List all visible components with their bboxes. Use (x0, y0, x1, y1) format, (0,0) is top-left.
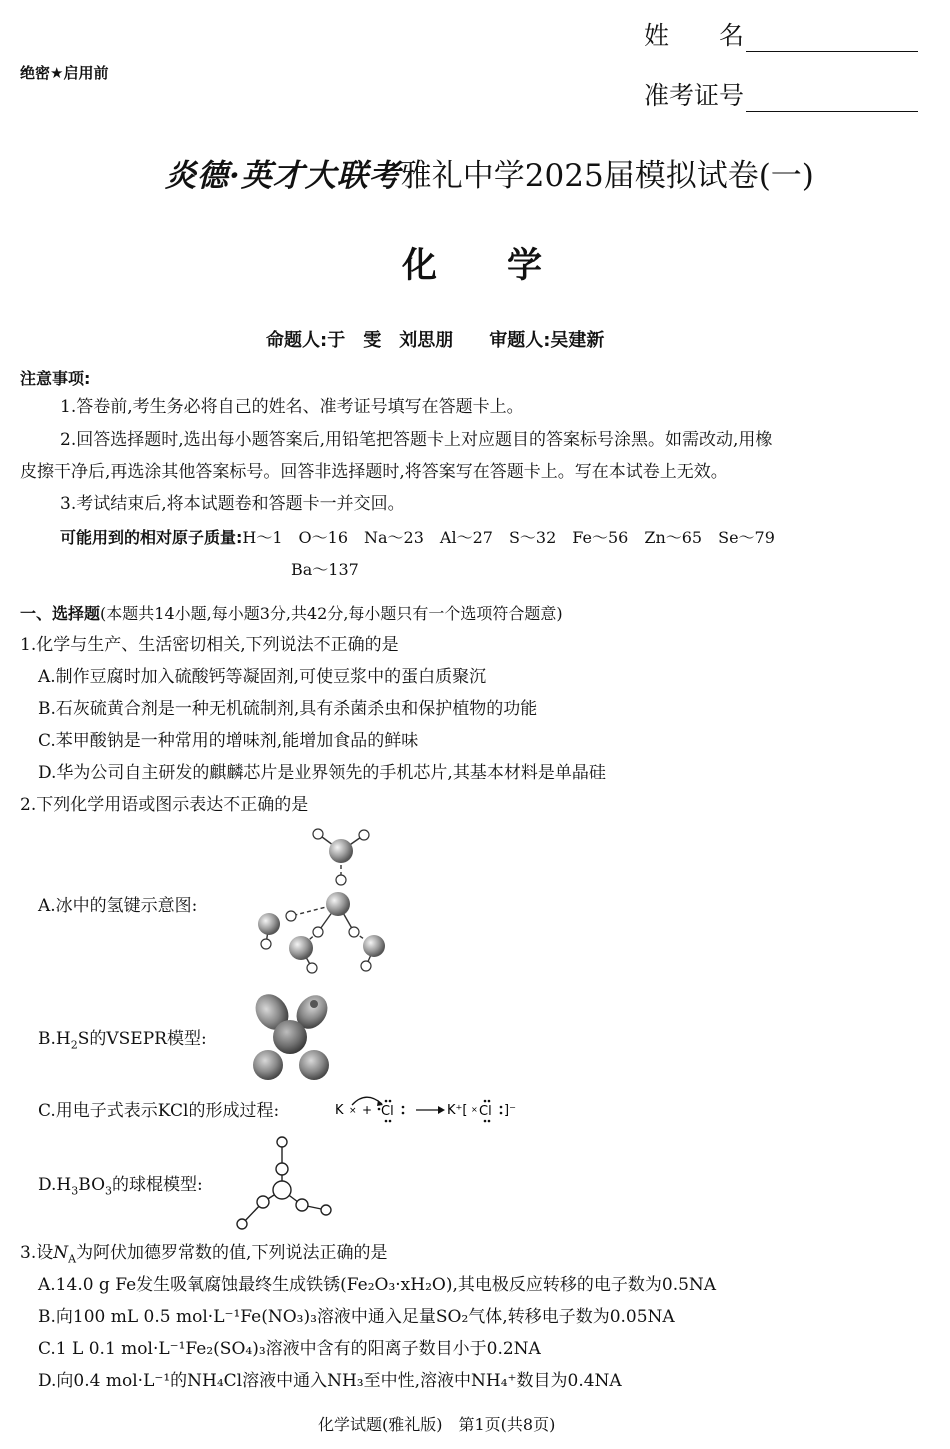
brand-title: 炎德·英才大联考 (165, 158, 401, 194)
q2-b-text-1: B.H (38, 1029, 71, 1049)
q2-option-b (38, 1029, 207, 1055)
exam-number-label: 准考证号 (644, 81, 745, 110)
q2-stem: 2.下列化学用语或图示表达不正确的是 (20, 795, 309, 815)
section-desc: (本题共14小题,每小题3分,共42分,每小题只有一个选项符合题意) (100, 604, 563, 623)
q3-stem-na-sub: A (68, 1252, 77, 1266)
note-2: 2.回答选择题时,选出每小题答案后,用铅笔把答题卡上对应题目的答案标号涂黑。如需改动,用橡 (60, 430, 773, 450)
q3-option-d: D.向0.4 mol·L⁻¹的NH₄Cl溶液中通入NH₃至中性,溶液中NH₄⁺数目为0.4NA (38, 1371, 622, 1391)
k-electron-mark: × (349, 1106, 357, 1116)
name-field[interactable] (644, 16, 918, 52)
kcl-electron-formula (334, 1090, 524, 1128)
reaction-arrow-icon (438, 1106, 445, 1114)
cl-atom-label: Cl (381, 1104, 394, 1119)
q2-option-d (38, 1175, 203, 1201)
note-3: 3.考试结束后,将本试题卷和答题卡一并交回。 (60, 494, 405, 514)
authors-line: 命题人:于 雯 刘思朋 审题人:吴建新 (266, 330, 605, 351)
q2-option-c: C.用电子式表示KCl的形成过程: (38, 1101, 280, 1121)
section-heading (20, 601, 563, 624)
exam-number-field[interactable] (644, 76, 918, 112)
cl-ion-bracket: ]⁻ (504, 1103, 516, 1118)
secret-label: 绝密★启用前 (20, 64, 109, 82)
cl-ion-label: Cl (479, 1104, 492, 1119)
note-2-cont: 皮擦干净后,再选涂其他答案标号。回答非选择题时,将答案写在答题卡上。写在本试卷上无效。 (20, 462, 728, 482)
q1-option-c: C.苯甲酸钠是一种常用的增味剂,能增加食品的鲜味 (38, 731, 419, 751)
q2-d-text-3: 的球棍模型: (112, 1175, 203, 1195)
name-label: 姓 名 (644, 21, 745, 50)
q2-d-text-2: BO (78, 1175, 106, 1195)
atomic-mass-values: H～1 O～16 Na～23 Al～27 S～32 Fe～56 Zn～65 Se～79 (242, 528, 775, 547)
q2-b-text-2: S的VSEPR模型: (77, 1029, 207, 1049)
exam-name: 雅礼中学2025届模拟试卷(一) (400, 158, 814, 194)
q2-option-a: A.冰中的氢键示意图: (38, 896, 198, 916)
q1-option-d: D.华为公司自主研发的麒麟芯片是业界领先的手机芯片,其基本材料是单晶硅 (38, 763, 606, 783)
q1-stem: 1.化学与生产、生活密切相关,下列说法不正确的是 (20, 635, 399, 655)
q3-option-a: A.14.0 g Fe发生吸氧腐蚀最终生成铁锈(Fe₂O₃·xH₂O),其电极反应转移的电子数为0.5NA (38, 1275, 717, 1295)
q1-option-b: B.石灰硫黄合剂是一种无机硫制剂,具有杀菌杀虫和保护植物的功能 (38, 699, 538, 719)
ice-hydrogen-bond-diagram (236, 826, 396, 976)
q3-option-c: C.1 L 0.1 mol·L⁻¹Fe₂(SO₄)₃溶液中含有的阳离子数目小于0.2NA (38, 1339, 541, 1359)
q3-stem-pre: 3.设 (20, 1243, 54, 1263)
q1-option-a: A.制作豆腐时加入硫酸钙等凝固剂,可使豆浆中的蛋白质聚沉 (38, 667, 487, 687)
cl-electron-mark: × (471, 1105, 478, 1114)
q2-b-sub: 2 (70, 1038, 78, 1052)
page-footer: 化学试题(雅礼版) 第1页(共8页) (318, 1415, 556, 1434)
k-ion-label: K⁺[ (447, 1103, 468, 1118)
q3-option-b: B.向100 mL 0.5 mol·L⁻¹Fe(NO₃)₃溶液中通入足量SO₂气体,转移电子数为0.05NA (38, 1307, 675, 1327)
q3-stem-na: N (53, 1243, 69, 1263)
atomic-mass-values-2: Ba～137 (291, 560, 359, 579)
atomic-mass-line (60, 525, 775, 548)
k-atom-label: K (335, 1103, 344, 1118)
boric-acid-ball-stick-model (232, 1132, 332, 1232)
q3-stem (20, 1243, 387, 1269)
q2-d-sub-1: 3 (71, 1184, 79, 1198)
subject-title: 化 学 (402, 246, 543, 286)
vsepr-model-image (248, 990, 338, 1085)
exam-title (165, 150, 814, 195)
q3-stem-post: 为阿伏加德罗常数的值,下列说法正确的是 (76, 1243, 388, 1263)
atomic-mass-label: 可能用到的相对原子质量: (60, 528, 243, 547)
section-title: 一、选择题 (20, 604, 101, 623)
plus-sign: + (362, 1103, 373, 1117)
name-blank[interactable] (746, 27, 918, 52)
note-1: 1.答卷前,考生务必将自己的姓名、准考证号填写在答题卡上。 (60, 397, 524, 417)
notes-heading: 注意事项: (20, 369, 91, 388)
q2-d-text-1: D.H (38, 1175, 72, 1195)
exam-number-blank[interactable] (746, 87, 918, 112)
q2-d-sub-2: 3 (105, 1184, 113, 1198)
